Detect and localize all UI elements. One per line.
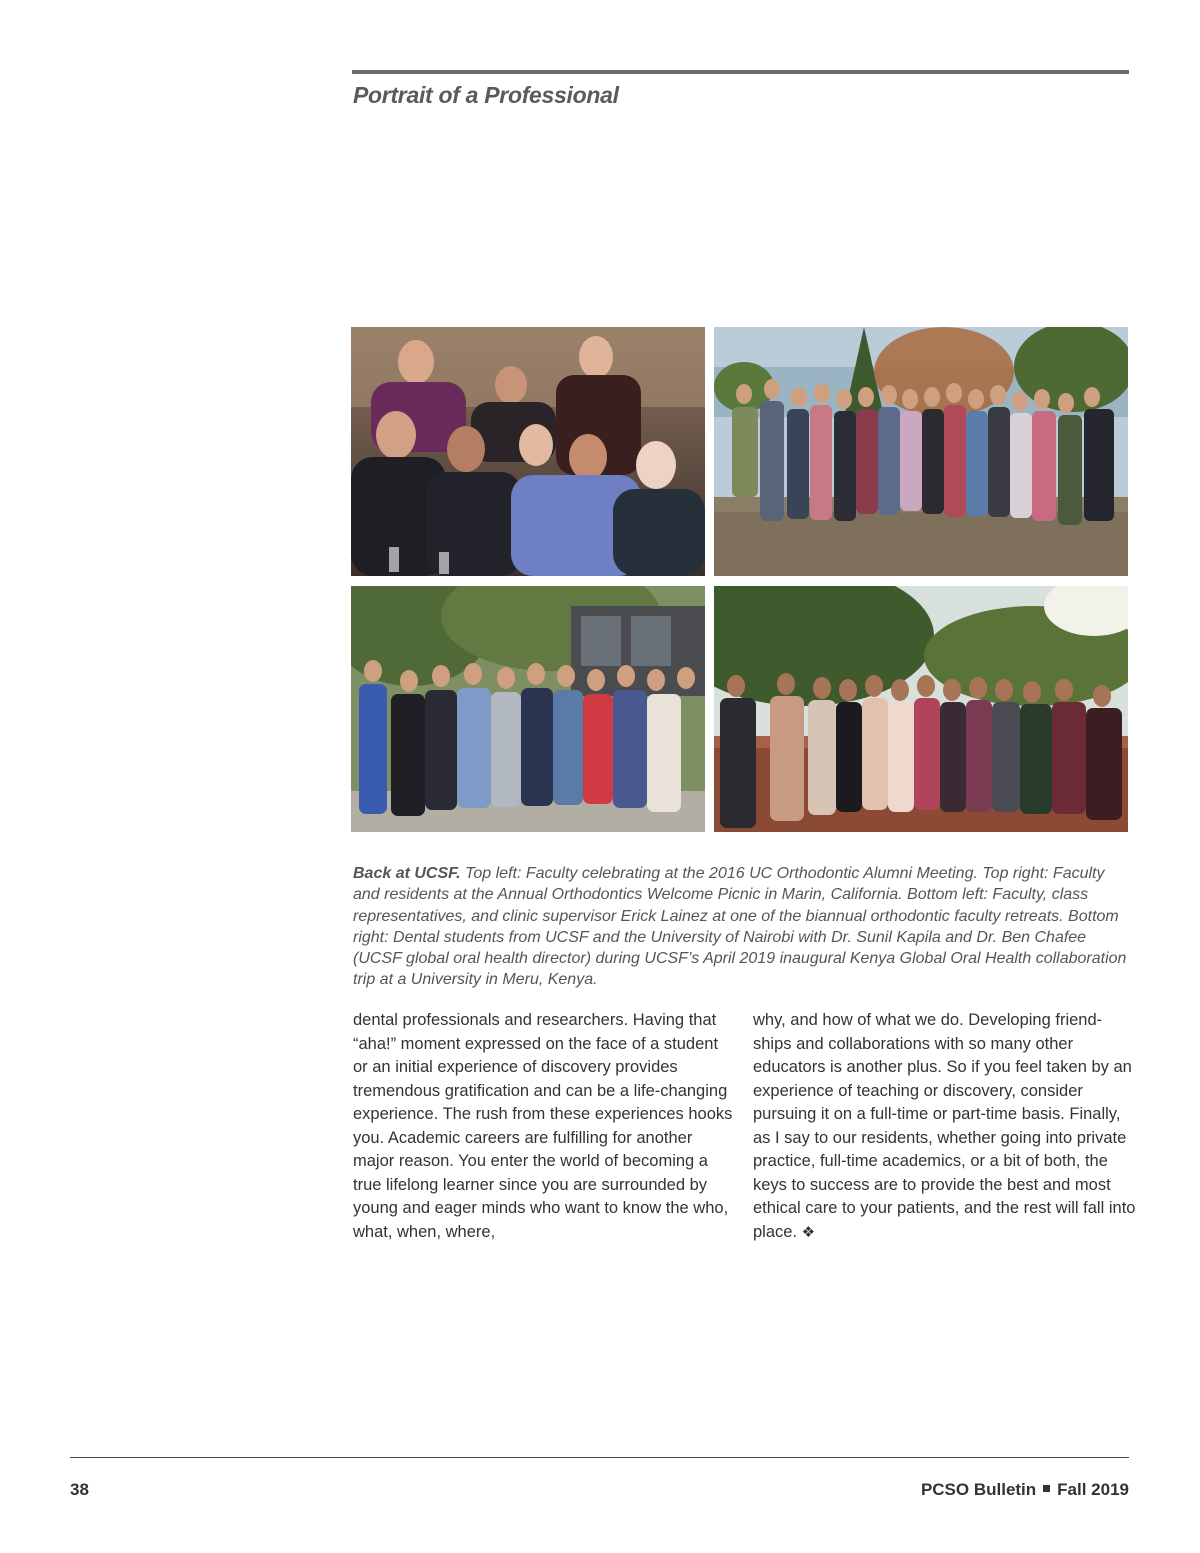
photo-bottom-right (714, 586, 1128, 832)
photo-top-left (351, 327, 705, 576)
group-photo-icon (351, 327, 705, 576)
caption-text: Top left: Faculty celebrating at the 2016 UC Orthodontic Alumni Meeting. Top right: Faculty and residents at the Annual Orthodontics Welcome Picnic in Marin, California. Bottom left: Faculty, class representatives, and clinic supervisor Erick Lainez at one of the biannual orthodontic faculty retreats. Bottom right: Dental students from UCSF and the University of Nairobi with Dr. Sunil Kapila and Dr. Ben Chafee (UCSF global oral health director) during UCSF’s April 2019 inaugural Kenya Global Oral Health collaboration trip at a University in Meru, Kenya. (353, 865, 1127, 989)
issue-date: Fall 2019 (1057, 1480, 1129, 1499)
caption-lead: Back at UCSF. (353, 865, 461, 882)
publication-name: PCSO Bulletin (920, 1480, 1037, 1499)
group-photo-icon (714, 586, 1128, 832)
body-column-left: dental professionals and researchers. Having that “aha!” moment expressed on the face of a student or an initial experience of discovery provides tremendous gratification and can be a life-changing experience. The rush from these experiences hooks you. Academic careers are fulfilling for another major reason. You enter the world of becoming a true lifelong learner since you are surrounded by young and eager minds who want to know the who, what, when, where, (353, 1011, 733, 1241)
body-column-right-text: why, and how of what we do. Developing friend-ships and collaborations with so many other educators is another plus. So if you feel taken by an experience of teaching or discovery, consider pursuing it on a full-time or part-time basis. Finally, as I say to our residents, whether going into private practice, full-time academics, or a bit of both, the keys to success are to provide the best and most ethical care to your patients, and the rest will fall into place. (753, 1011, 1136, 1241)
body-column-right (753, 1009, 1138, 1244)
separator-square-icon (1043, 1485, 1050, 1492)
group-photo-icon (714, 327, 1128, 576)
group-photo-icon (351, 586, 705, 832)
photo-caption (353, 863, 1131, 991)
photo-bottom-left (351, 586, 705, 832)
page-number: 38 (70, 1480, 89, 1499)
publication-info (921, 1480, 1129, 1500)
section-rule (352, 70, 1129, 74)
photo-top-right (714, 327, 1128, 576)
end-mark-icon: ❖ (801, 1223, 816, 1241)
footer-rule (70, 1457, 1129, 1458)
section-title: Portrait of a Professional (353, 82, 619, 108)
